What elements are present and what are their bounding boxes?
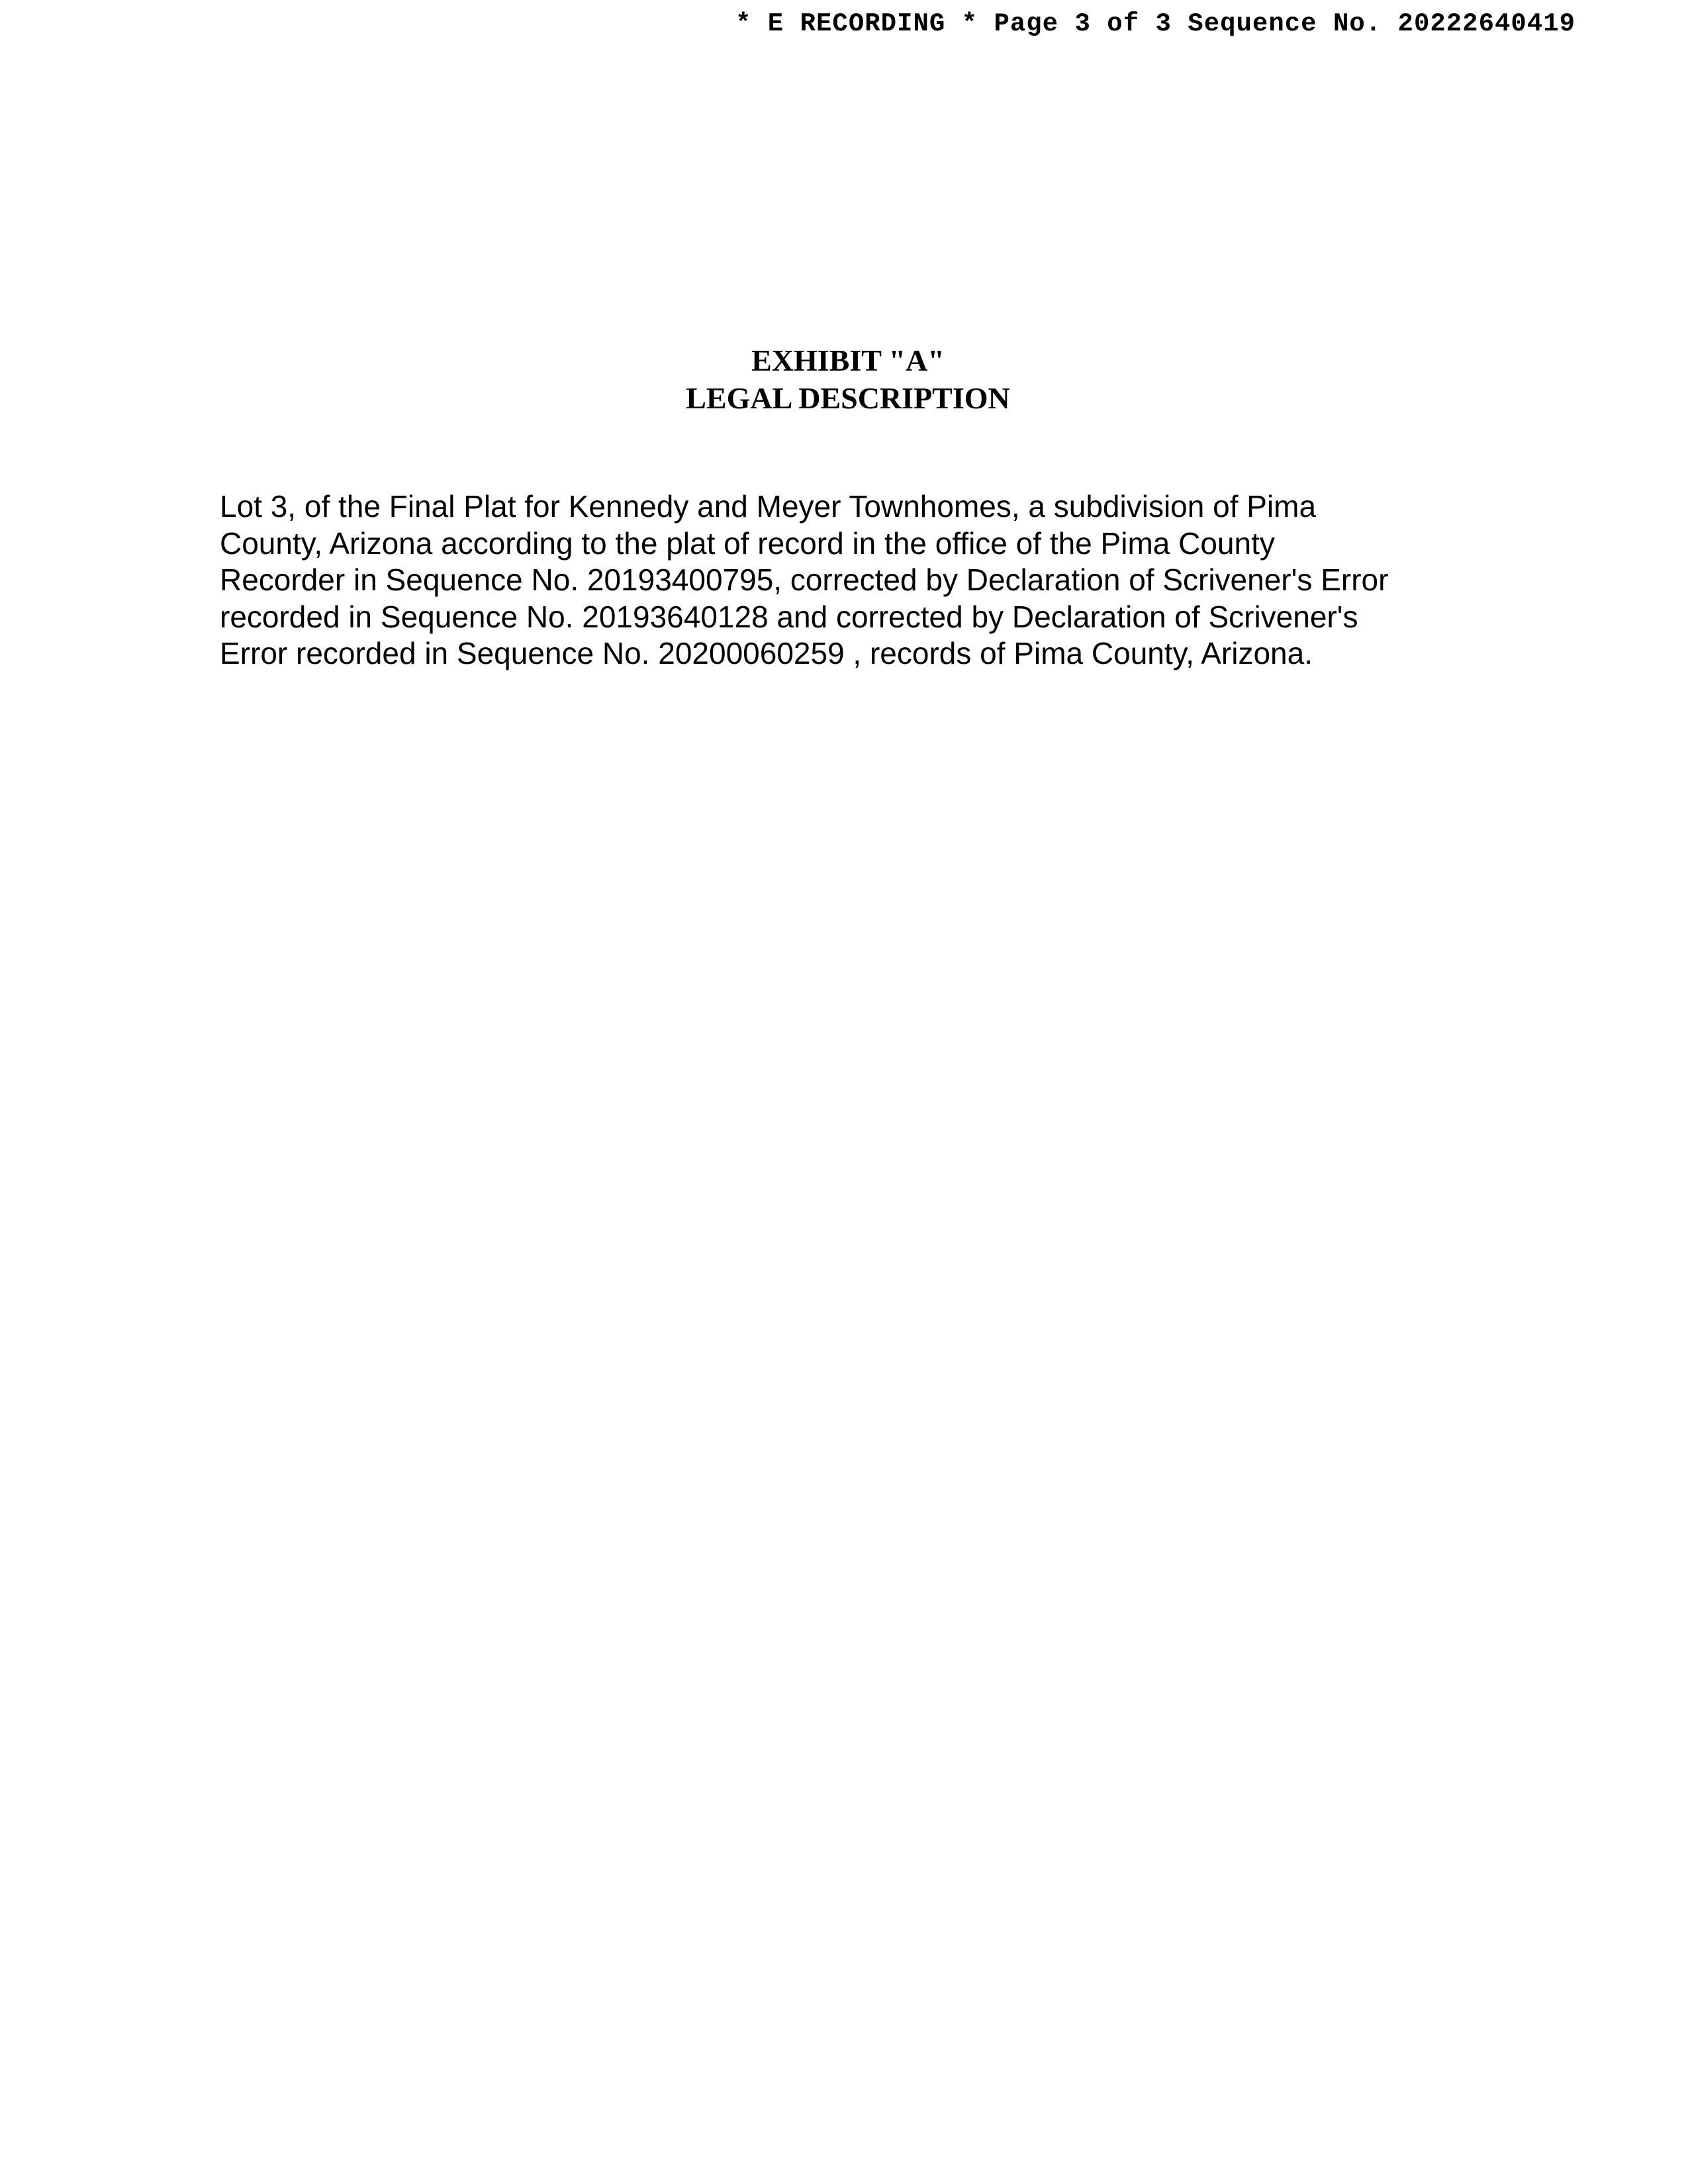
legal-description-line: County, Arizona according to the plat of record in the office of the Pima County — [220, 525, 1275, 561]
legal-description-line: Lot 3, of the Final Plat for Kennedy and Meyer Townhomes, a subdivision of Pima — [220, 489, 1317, 523]
recording-header: * E RECORDING * Page 3 of 3 Sequence No. 20222640419 — [735, 9, 1575, 38]
legal-description — [220, 488, 1477, 672]
exhibit-title: EXHIBIT "A" — [751, 343, 945, 377]
exhibit-subtitle: LEGAL DESCRIPTION — [686, 381, 1010, 415]
exhibit-heading — [0, 341, 1688, 417]
legal-description-line: Recorder in Sequence No. 20193400795, corrected by Declaration of Scrivener's Error — [220, 563, 1389, 597]
legal-description-line: recorded in Sequence No. 20193640128 and corrected by Declaration of Scrivener's — [220, 599, 1358, 634]
legal-description-line: Error recorded in Sequence No. 20200060259 , records of Pima County, Arizona. — [220, 636, 1313, 670]
